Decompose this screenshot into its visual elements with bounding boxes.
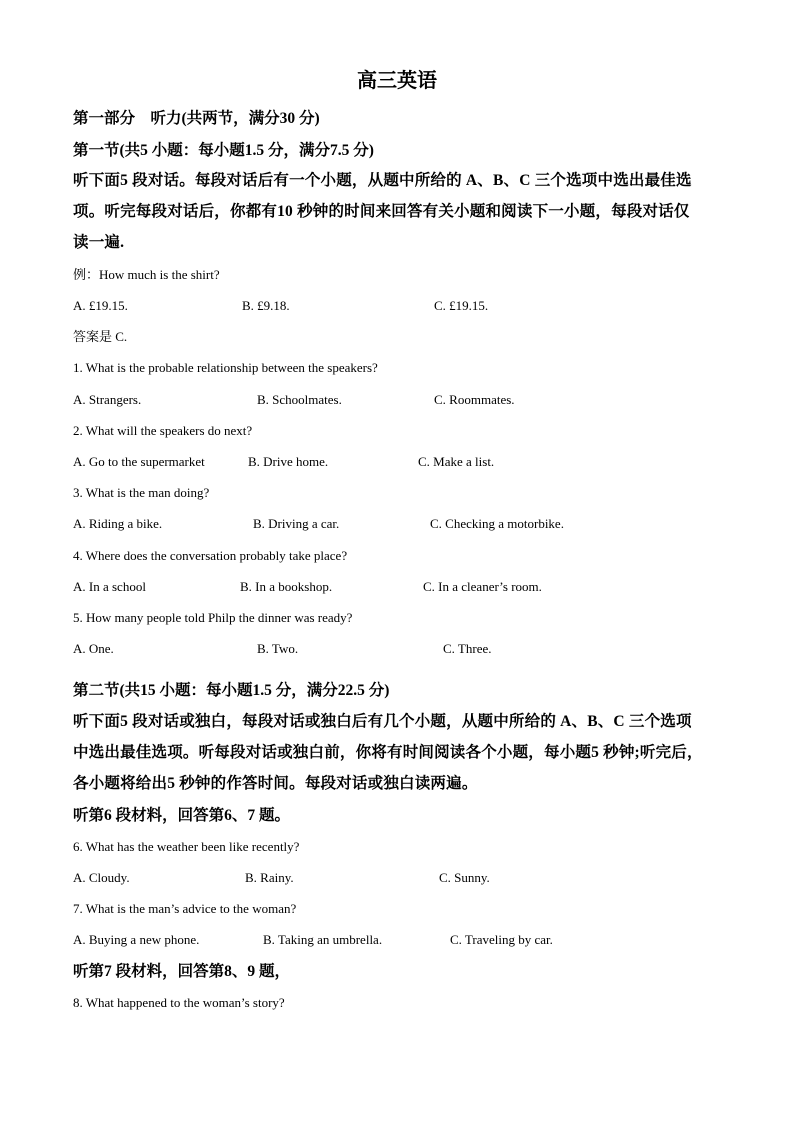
page-title: 高三英语 — [357, 70, 437, 92]
section1-heading: 第一节(共5 小题：每小题1.5 分，满分7.5 分) — [73, 142, 374, 159]
q4-option-a: A. In a school — [73, 579, 146, 594]
question-1: 1. What is the probable relationship between the speakers? — [73, 360, 378, 375]
q3-option-a: A. Riding a bike. — [73, 516, 163, 531]
q1-option-a: A. Strangers. — [73, 392, 142, 407]
part1-heading: 第一部分 听力(共两节，满分30 分) — [73, 110, 320, 127]
section1-instruction-line: 读一遍. — [73, 234, 125, 251]
section2-instruction-line: 各小题将给出5 秒钟的作答时间。每段对话或独白读两遍。 — [73, 775, 478, 792]
question-7: 7. What is the man’s advice to the woman? — [73, 901, 297, 916]
q5-option-c: C. Three. — [443, 641, 492, 656]
section2-heading: 第二节(共15 小题：每小题1.5 分，满分22.5 分) — [73, 682, 390, 699]
q4-option-b: B. In a bookshop. — [240, 579, 333, 594]
q1-option-c: C. Roommates. — [434, 392, 515, 407]
example-option-a: A. £19.15. — [73, 298, 128, 313]
q5-option-a: A. One. — [73, 641, 114, 656]
q4-option-c: C. In a cleaner’s room. — [423, 579, 542, 594]
q6-option-c: C. Sunny. — [439, 870, 490, 885]
q1-option-b: B. Schoolmates. — [257, 392, 342, 407]
question-6: 6. What has the weather been like recently? — [73, 839, 300, 854]
section1-instruction-line: 听下面5 段对话。每段对话后有一个小题，从题中所给的 A、B、C 三个选项中选出最佳选 — [73, 172, 692, 189]
q2-option-c: C. Make a list. — [418, 454, 495, 469]
question-4: 4. Where does the conversation probably take place? — [73, 548, 348, 563]
section2-instruction-line: 中选出最佳选项。听每段对话或独白前，你将有时间阅读各个小题，每小题5 秒钟;听完后， — [73, 744, 703, 761]
question-8: 8. What happened to the woman’s story? — [73, 995, 285, 1010]
q6-option-b: B. Rainy. — [245, 870, 294, 885]
q3-option-b: B. Driving a car. — [253, 516, 340, 531]
q3-option-c: C. Checking a motorbike. — [430, 516, 564, 531]
example-answer: 答案是 C. — [73, 329, 128, 344]
q7-option-b: B. Taking an umbrella. — [263, 932, 383, 947]
question-5: 5. How many people told Philp the dinner was ready? — [73, 610, 353, 625]
example-question: 例：How much is the shirt? — [73, 267, 220, 282]
section2-instruction-line: 听下面5 段对话或独白，每段对话或独白后有几个小题，从题中所给的 A、B、C 三个选项 — [73, 713, 692, 730]
q7-option-c: C. Traveling by car. — [450, 932, 553, 947]
material7-heading: 听第7 段材料，回答第8、9 题， — [73, 963, 291, 980]
example-option-c: C. £19.15. — [434, 298, 489, 313]
q5-option-b: B. Two. — [257, 641, 299, 656]
material6-heading: 听第6 段材料，回答第6、7 题。 — [73, 807, 291, 824]
q2-option-b: B. Drive home. — [248, 454, 329, 469]
q7-option-a: A. Buying a new phone. — [73, 932, 200, 947]
question-2: 2. What will the speakers do next? — [73, 423, 253, 438]
section1-instruction-line: 项。听完每段对话后，你都有10 秒钟的时间来回答有关小题和阅读下一小题，每段对话仅 — [73, 203, 690, 220]
q6-option-a: A. Cloudy. — [73, 870, 130, 885]
example-option-b: B. £9.18. — [242, 298, 290, 313]
question-3: 3. What is the man doing? — [73, 485, 210, 500]
q2-option-a: A. Go to the supermarket — [73, 454, 205, 469]
